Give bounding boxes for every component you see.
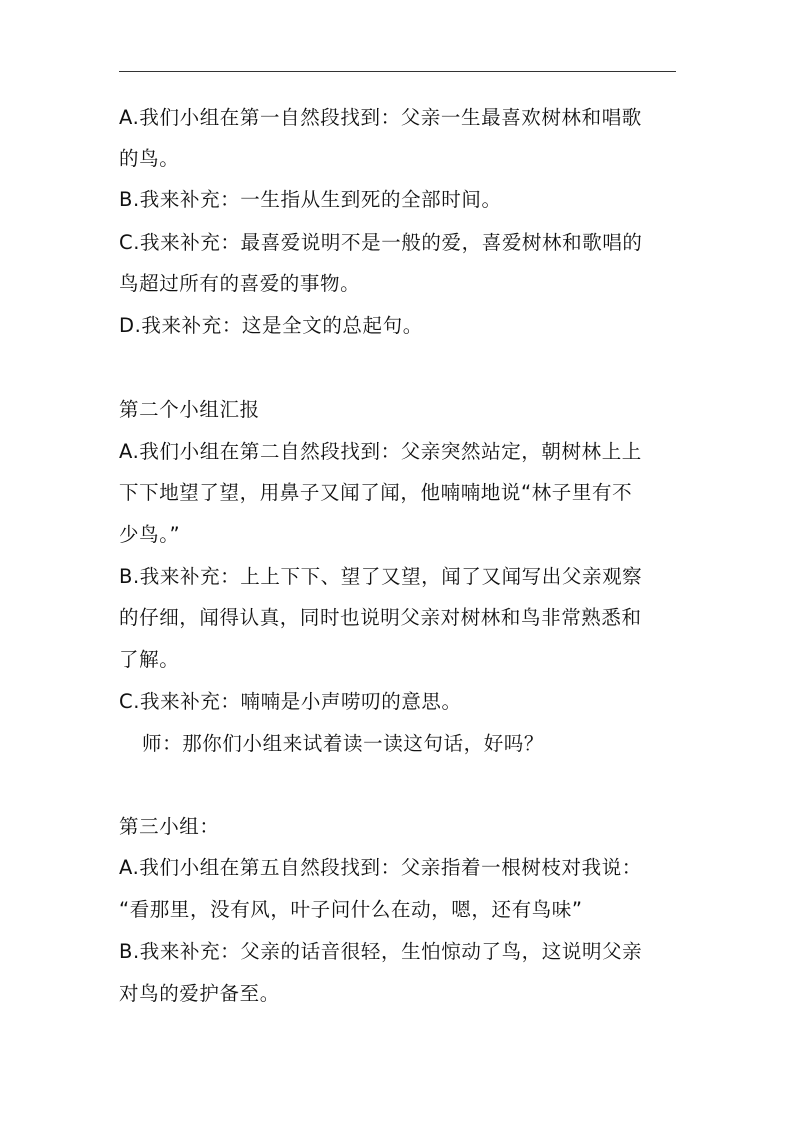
teacher-line: 师：那你们小组来试着读一读这句话，好吗？ [142, 732, 545, 755]
text-line: 对鸟的爱护备至。 [119, 982, 280, 1005]
text-line: A.我们小组在第五自然段找到：父亲指着一根树枝对我说： [119, 856, 642, 879]
section-heading: 第二个小组汇报 [119, 398, 260, 421]
text-line: B.我来补充：父亲的话音很轻，生怕惊动了鸟，这说明父亲 [119, 940, 643, 963]
text-line: 了解。 [119, 648, 180, 671]
text-line: “看那里，没有风，叶子问什么在动，嗯，还有鸟味” [119, 898, 583, 921]
text-line: C.我来补充：喃喃是小声唠叨的意思。 [119, 690, 462, 713]
text-line: 的仔细，闻得认真，同时也说明父亲对树林和鸟非常熟悉和 [119, 606, 642, 629]
header-rule [119, 71, 676, 72]
section-heading: 第三小组： [119, 815, 220, 838]
text-line: 的鸟。 [119, 147, 180, 170]
text-line: A.我们小组在第一自然段找到：父亲一生最喜欢树林和唱歌 [119, 106, 642, 129]
text-line: 下下地望了望，用鼻子又闻了闻，他喃喃地说“林子里有不 [119, 481, 633, 504]
text-line: D.我来补充：这是全文的总起句。 [119, 314, 423, 337]
text-line: B.我来补充：一生指从生到死的全部时间。 [119, 188, 502, 211]
text-line: 鸟超过所有的喜爱的事物。 [119, 272, 361, 295]
text-line: B.我来补充：上上下下、望了又望，闻了又闻写出父亲观察 [119, 565, 643, 588]
text-line: A.我们小组在第二自然段找到：父亲突然站定，朝树林上上 [119, 440, 642, 463]
text-line: C.我来补充：最喜爱说明不是一般的爱，喜爱树林和歌唱的 [119, 231, 643, 254]
text-line: 少鸟。” [119, 523, 181, 546]
